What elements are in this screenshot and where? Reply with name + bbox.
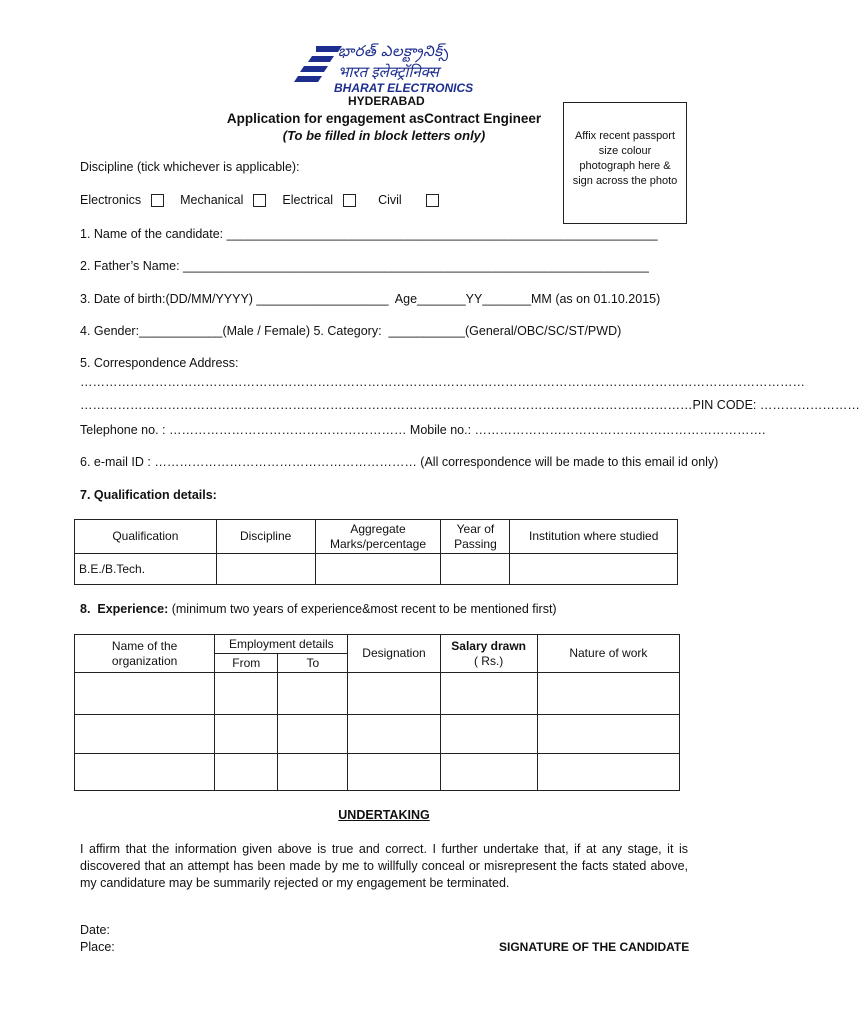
email-field[interactable]: 6. e-mail ID : ……………………………………………………… (All correspondence will be made to this email id only) (80, 455, 719, 469)
qualification-header: Qualification (75, 520, 217, 554)
checkbox-mechanical[interactable] (253, 194, 266, 207)
father-name-field[interactable]: 2. Father’s Name: ___________________________________________________________________ (80, 259, 649, 273)
experience-heading-label: 8. Experience: (80, 602, 169, 616)
designation-header: Designation (348, 635, 440, 673)
company-logo (294, 40, 484, 100)
experience-heading (80, 602, 557, 616)
experience-heading-note: (minimum two years of experience&most recent to be mentioned first) (168, 602, 557, 616)
checkbox-electrical[interactable] (343, 194, 356, 207)
discipline-cell[interactable] (216, 554, 315, 585)
institution-cell[interactable] (510, 554, 678, 585)
discipline-options (80, 193, 439, 207)
aggregate-header: Aggregate Marks/percentage (315, 520, 441, 554)
salary-unit: ( Rs.) (473, 653, 504, 668)
discipline-heading: Discipline (tick whichever is applicable): (80, 160, 300, 174)
address-line-1[interactable]: ………………………………………………………………………………………………………………………………………………………… (80, 375, 805, 389)
from-header: From (215, 654, 278, 673)
qualification-heading: 7. Qualification details: (80, 488, 217, 502)
phone-field[interactable]: Telephone no. : ………………………………………………… Mobile no.: ……………………………………………………………. (80, 423, 766, 437)
city-heading: HYDERABAD (348, 94, 425, 108)
to-header: To (278, 654, 348, 673)
place-label: Place: (80, 940, 115, 954)
option-mechanical-label: Mechanical (180, 193, 244, 207)
table-row (75, 754, 680, 791)
date-label: Date: (80, 923, 110, 937)
gender-category-field[interactable]: 4. Gender:____________(Male / Female) 5. Category: ___________(General/OBC/SC/ST/PWD) (80, 324, 622, 338)
address-line-2[interactable]: …………………………………………………………………………………………………………………………………PIN CODE: …………………… (80, 398, 860, 412)
address-label: 5. Correspondence Address: (80, 356, 239, 370)
checkbox-civil[interactable] (426, 194, 439, 207)
photo-instructions: Affix recent passport size colour photograph here & sign across the photo (572, 130, 678, 187)
logo-english-text: BHARAT ELECTRONICS (334, 81, 474, 95)
qualification-table (74, 519, 678, 585)
logo-hindi-text: भारत इलेक्ट्रॉनिक्स (338, 64, 439, 81)
candidate-name-field[interactable]: 1. Name of the candidate: ______________________________________________________________ (80, 227, 658, 241)
photo-box[interactable] (563, 102, 687, 224)
salary-label: Salary drawn (451, 638, 526, 653)
employment-header: Employment details (215, 635, 348, 654)
option-electronics-label: Electronics (80, 193, 142, 207)
table-row (75, 673, 680, 715)
discipline-header: Discipline (216, 520, 315, 554)
undertaking-title: UNDERTAKING (338, 808, 430, 822)
year-header: Year of Passing (441, 520, 510, 554)
year-cell[interactable] (441, 554, 510, 585)
experience-table (74, 634, 680, 791)
table-row (75, 554, 678, 585)
option-electrical-label: Electrical (282, 193, 334, 207)
signature-label: SIGNATURE OF THE CANDIDATE (499, 940, 690, 954)
salary-header (440, 635, 537, 673)
logo-telugu-text: భారత్ ఎలక్ట్రానిక్స్ (338, 43, 449, 60)
undertaking-text: I affirm that the information given above is true and correct. I further undertake that, if at any stage, it is discovered that an attempt has been made by me to willfully conceal or misrepresent the facts stated above, my candidature may be summarily rejected or my engagement be terminated. (80, 842, 688, 890)
form-title: Application for engagement asContract Engineer (226, 111, 542, 126)
org-header: Name of the organization (75, 635, 215, 673)
checkbox-electronics[interactable] (151, 194, 164, 207)
institution-header: Institution where studied (510, 520, 678, 554)
aggregate-cell[interactable] (315, 554, 441, 585)
nature-header: Nature of work (537, 635, 679, 673)
table-row (75, 715, 680, 754)
qualification-cell: B.E./B.Tech. (75, 554, 217, 585)
option-civil-label: Civil (378, 193, 402, 207)
dob-field[interactable]: 3. Date of birth:(DD/MM/YYYY) ___________________ Age_______YY_______MM (as on 01.10.2015) (80, 292, 661, 306)
form-subtitle: (To be filled in block letters only) (282, 128, 486, 143)
